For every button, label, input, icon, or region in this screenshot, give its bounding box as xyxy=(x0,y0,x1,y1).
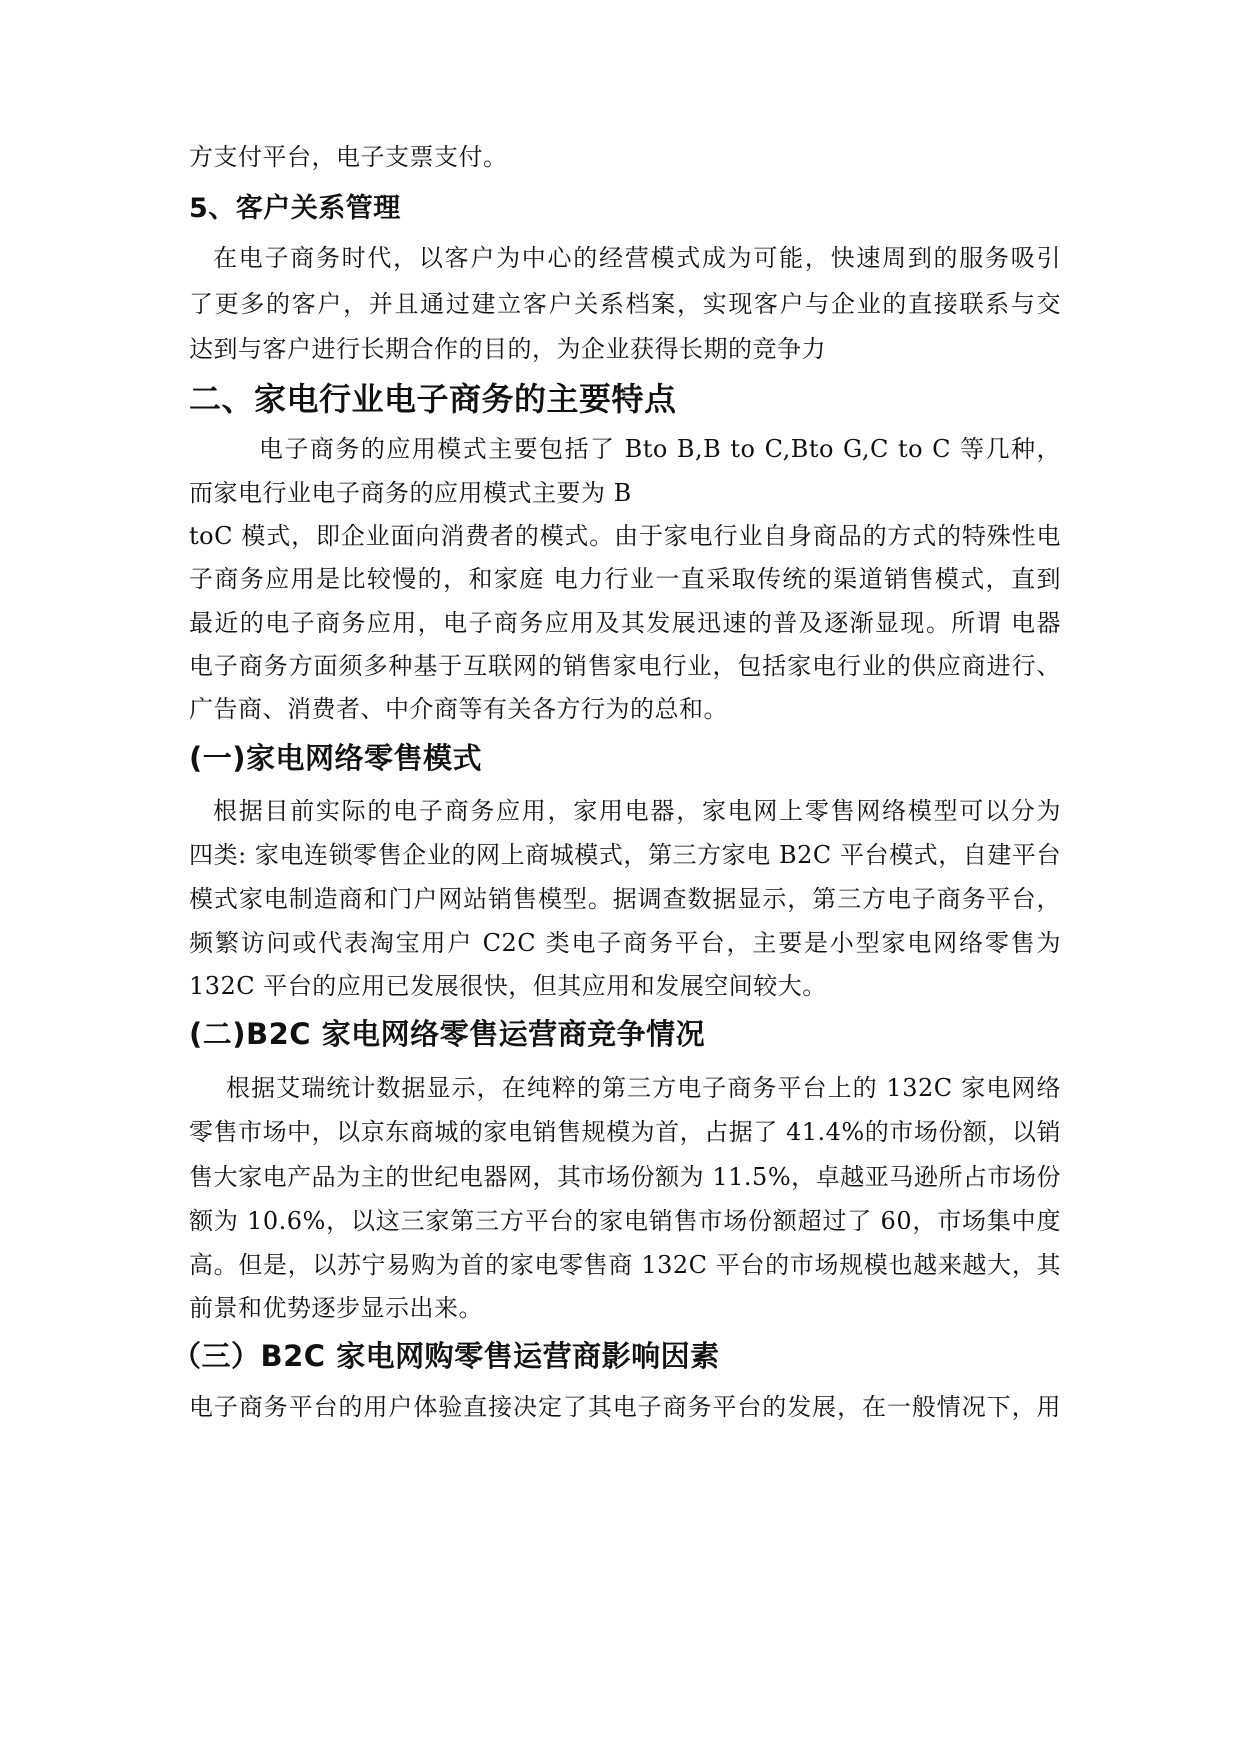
subsection-heading: (一)家电网络零售模式 xyxy=(189,741,483,775)
paragraph-line: 四类: 家电连锁零售企业的网上商城模式，第三方家电 B2C 平台模式，自建平台 xyxy=(189,841,1061,869)
paragraph-line: 售大家电产品为主的世纪电器网，其市场份额为 11.5%，卓越亚马逊所占市场份 xyxy=(189,1163,1061,1191)
paragraph-line: 而家电行业电子商务的应用模式主要为 B xyxy=(189,479,632,507)
paragraph-line: 根据目前实际的电子商务应用，家用电器，家电网上零售网络模型可以分为 xyxy=(213,797,1061,825)
chapter-heading: 二、家电行业电子商务的主要特点 xyxy=(189,380,677,418)
paragraph-line: 零售市场中，以京东商城的家电销售规模为首，占据了 41.4%的市场份额，以销 xyxy=(189,1118,1061,1146)
paragraph-line: toC 模式，即企业面向消费者的模式。由于家电行业自身商品的方式的特殊性电 xyxy=(189,522,1061,550)
paragraph-line: 高。但是，以苏宁易购为首的家电零售商 132C 平台的市场规模也越来越大，其 xyxy=(189,1251,1061,1279)
paragraph-line: 最近的电子商务应用，电子商务应用及其发展迅速的普及逐渐显现。所谓 电器 xyxy=(189,609,1061,637)
paragraph-line: 电子商务平台的用户体验直接决定了其电子商务平台的发展，在一般情况下，用 xyxy=(189,1393,1061,1421)
paragraph-line: 模式家电制造商和门户网站销售模型。据调查数据显示，第三方电子商务平台， xyxy=(189,885,1061,913)
paragraph-line: 根据艾瑞统计数据显示，在纯粹的第三方电子商务平台上的 132C 家电网络 xyxy=(226,1074,1061,1102)
paragraph-line: 在电子商务时代，以客户为中心的经营模式成为可能，快速周到的服务吸引 xyxy=(213,244,1061,272)
paragraph-line: 频繁访问或代表淘宝用户 C2C 类电子商务平台，主要是小型家电网络零售为 xyxy=(189,929,1061,957)
paragraph-line: 达到与客户进行长期合作的目的，为企业获得长期的竞争力 xyxy=(189,335,826,363)
paragraph-line: 电子商务方面须多种基于互联网的销售家电行业，包括家电行业的供应商进行、 xyxy=(189,652,1061,680)
paragraph-line: 额为 10.6%，以这三家第三方平台的家电销售市场份额超过了 60，市场集中度 xyxy=(189,1207,1061,1235)
continuation-line: 方支付平台，电子支票支付。 xyxy=(189,143,508,171)
paragraph-line: 电子商务的应用模式主要包括了 Bto B,B to C,Bto G,C to C 等几种， xyxy=(259,435,1061,463)
paragraph-line: 广告商、消费者、中介商等有关各方行为的总和。 xyxy=(189,695,728,723)
paragraph-line: 了更多的客户，并且通过建立客户关系档案，实现客户与企业的直接联系与交 xyxy=(189,290,1061,318)
subsection-heading: （三）B2C 家电网购零售运营商影响因素 xyxy=(172,1339,720,1373)
paragraph-line: 前景和优势逐步显示出来。 xyxy=(189,1294,483,1322)
paragraph-line: 132C 平台的应用已发展很快，但其应用和发展空间较大。 xyxy=(189,972,827,1000)
subsection-heading: (二)B2C 家电网络零售运营商竞争情况 xyxy=(189,1017,706,1051)
section-heading: 5、客户关系管理 xyxy=(189,193,401,224)
paragraph-line: 子商务应用是比较慢的，和家庭 电力行业一直采取传统的渠道销售模式，直到 xyxy=(189,565,1061,593)
